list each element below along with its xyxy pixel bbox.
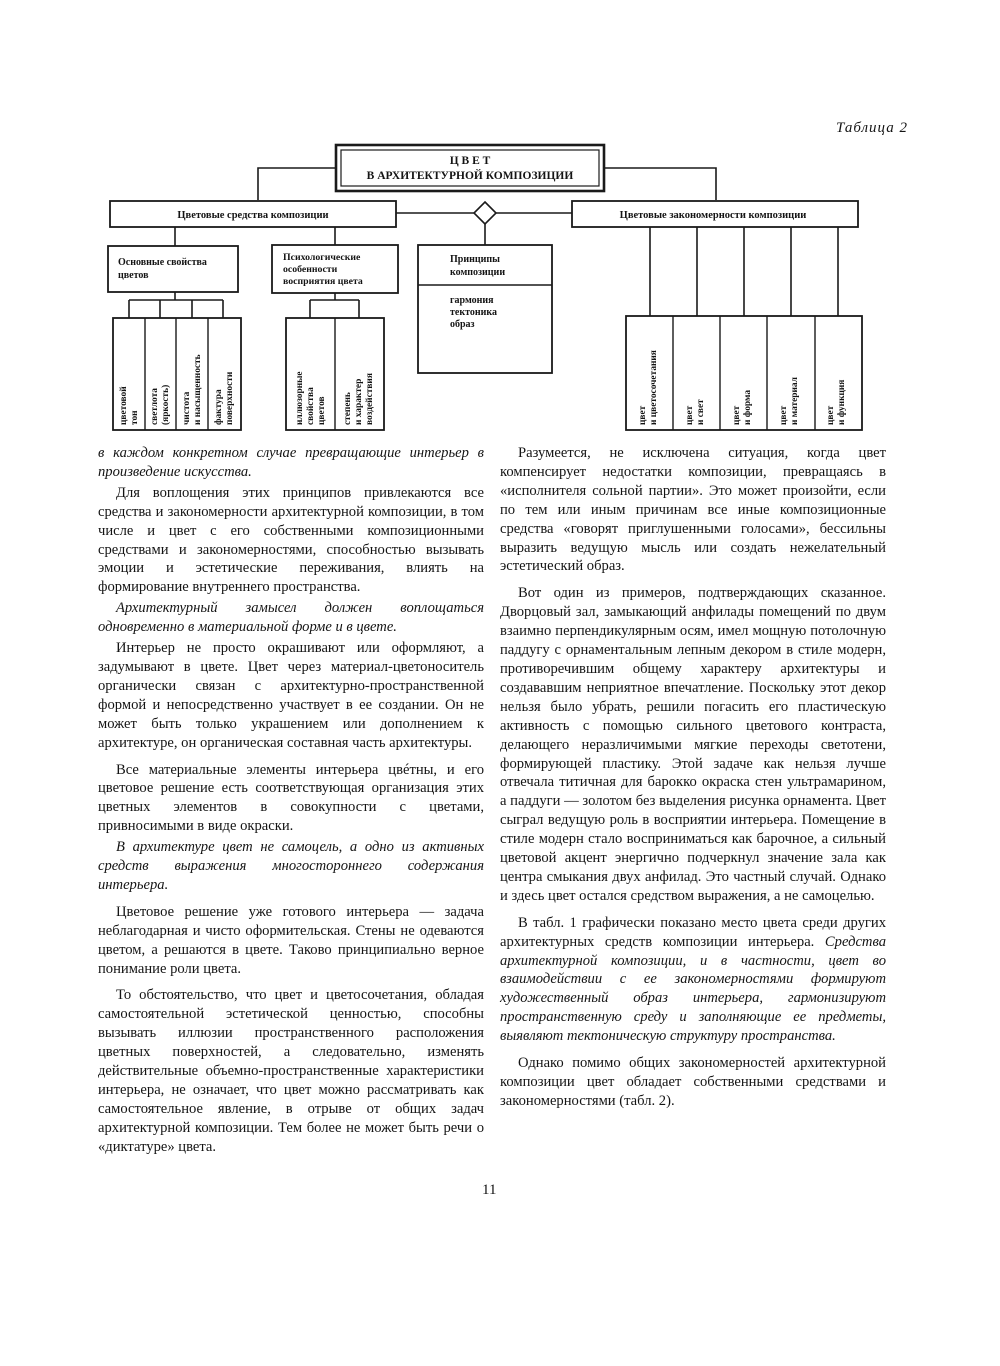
psych-label-3: восприятия цвета [283, 276, 363, 287]
page-number: 11 [482, 1182, 497, 1198]
laws-item-material-2: и материал [790, 377, 800, 425]
paragraph: Разумеется, не исключена ситуация, когда цвет компенсирует недостатки композиции, превращаясь в «исполнителя сольной партии». Это может произойти, если по тем или иным причинам все иные композиционные средства «говорят приглушенными голосами», бессильны выразить ведущую мысль или создать нежелательный эстетический образ. [500, 445, 886, 575]
right-column [500, 444, 886, 1111]
basic-item-purity-1: чистота [182, 391, 192, 425]
psych-item-degree-2: и характер [354, 378, 364, 425]
laws-item-light-1: цвет [685, 405, 695, 425]
root-subtitle: В АРХИТЕКТУРНОЙ КОМПОЗИЦИИ [366, 170, 574, 182]
psych-item-degree-1: степень [343, 392, 353, 425]
paragraph [500, 914, 886, 1046]
basic-label-1: Основные свойства [118, 257, 207, 268]
basic-item-lightness-1: светлота [150, 388, 160, 425]
basic-label-2: цветов [118, 270, 149, 281]
paragraph: Вот один из примеров, подтверждающих сказанное. Дворцовый зал, замыкающий анфилады помещений по двум взаимно перпендикулярным осям, имел мощную потолочную паддугу с орнаментальным лепным декором в стиле модерн, противоречившим общему характеру архитектуры и создававшим неприятное впечатление. Поскольку этот декор нельзя было убрать, решили погасить его пластическую активность с помощью сильного цветового контраста, делающего неразличимыми мягкие переходы светотени, формирующей пластику. Этой задаче как нельзя лучше отвечала титичная для барокко окраска стен ультрамарином, а паддуги — золотом без выделения рисунка орнамента. Цвет сыграл ведущую роль в восприятии интерьера. Помещение в стиле модерн стало восприниматься как барочное, а сильный цветовой акцент энергично подчеркнул значение зала как центра смыкания двух анфилад. Это частный случай. Однако и здесь цвет остался средством выражения, а не самоцелью. [500, 585, 886, 904]
laws-item-material-1: цвет [779, 405, 789, 425]
laws-item-form-2: и форма [743, 389, 753, 425]
laws-item-combinations-1: цвет [638, 405, 648, 425]
psych-item-degree-3: воздействия [365, 373, 375, 425]
laws-item-form-1: цвет [732, 405, 742, 425]
basic-item-texture-2: поверхности [225, 371, 235, 425]
basic-item-hue-2: тон [130, 410, 140, 425]
left-column [98, 444, 484, 1157]
basic-item-lightness-2: (яркость) [161, 384, 171, 425]
principles-item-harmony: гармония [450, 295, 494, 306]
principles-label-1: Принципы [450, 254, 500, 265]
laws-item-function-1: цвет [826, 405, 836, 425]
principles-label-2: композиции [450, 267, 506, 278]
principles-item-image: образ [450, 319, 475, 330]
basic-item-purity-2: и насыщенность [193, 354, 203, 425]
psych-label-1: Психологические [283, 252, 361, 263]
means-label: Цветовые средства композиции [177, 210, 329, 221]
basic-item-hue-1: цветовой [119, 386, 129, 425]
root-title: Ц В Е Т [449, 155, 491, 167]
paragraph: Все материальные элементы интерьера цвéтны, и его цветовое решение есть соответствующая организация этих цветных элементов в совокупности с цветами, привносимыми в виде окраски. [98, 761, 484, 835]
laws-item-function-2: и функция [837, 379, 847, 425]
paragraph: То обстоятельство, что цвет и цветосочетания, обладая самостоятельной эстетической ценностью, способны вызывать иллюзии пространственного расположения цветных поверхностей, а следовательно, изменять действительные объемно-пространственные характеристики интерьера, не означает, что цвет можно рассматривать как самостоятельное явление, в отрыве от общих задач архитектурной композиции. Тем более не может быть речи о «диктатуре» цвета. [98, 987, 484, 1155]
laws-label: Цветовые закономерности композиции [619, 210, 807, 221]
paragraph-lead: В табл. 1 графически показано место цвета среди других архитектурных средств композиции интерьера. [500, 914, 886, 950]
psych-item-illusory-3: цветов [317, 396, 327, 425]
table-caption: Таблица 2 [836, 120, 908, 136]
composition-diagram [0, 0, 1000, 440]
paragraph: Интерьер не просто окрашивают или оформляют, а задумывают в цвете. Цвет через материал-цветоноситель органически связан с архитектурно-пространственной формой и непосредственно участвует в ее создании. Он не может быть только украшением или дополнением к архитектуре, он органическая составная часть архитектуры. [98, 640, 484, 751]
paragraph: Цветовое решение уже готового интерьера — задача неблагодарная и чисто оформительская. Стены не одеваются цветом, а решаются в цвете. Таково принципиально верное понимание роли цвета. [98, 903, 484, 977]
paragraph: Архитектурный замысел должен воплощаться одновременно в материальной форме и в цвете. [98, 600, 484, 636]
paragraph: Однако помимо общих закономерностей архитектурной композиции цвет обладает собственными средствами и закономерностями (табл. 2). [500, 1055, 886, 1109]
basic-item-texture-1: фактура [214, 389, 224, 425]
paragraph-italic: Средства архитектурной композиции, и в частности, цвет во взаимодействии с ее закономерностями формируют художественный образ интерьера, гармонизируют пространственную среду и заполняющие ее предметы, выявляют тектоническую структуру пространства. [500, 933, 886, 1045]
principles-item-tectonics: тектоника [450, 307, 498, 318]
laws-item-combinations-2: и цветосочетания [649, 350, 659, 425]
paragraph: В архитектуре цвет не самоцель, а одно из активных средств выражения многостороннего содержания интерьера. [98, 839, 484, 893]
psych-label-2: особенности [283, 264, 338, 275]
psych-item-illusory-1: иллюзорные [295, 371, 305, 425]
laws-item-light-2: и свет [696, 399, 706, 425]
paragraph: Для воплощения этих принципов привлекаются все средства и закономерности архитектурной композиции, в том числе и цвет с его собственными композиционными средствами и закономерностями, способностью вызывать эмоции и эстетические переживания, влиять на формирование внутреннего пространства. [98, 484, 484, 596]
psych-item-illusory-2: свойства [306, 387, 316, 425]
paragraph: в каждом конкретном случае превращающие интерьер в произведение искусства. [98, 445, 484, 480]
